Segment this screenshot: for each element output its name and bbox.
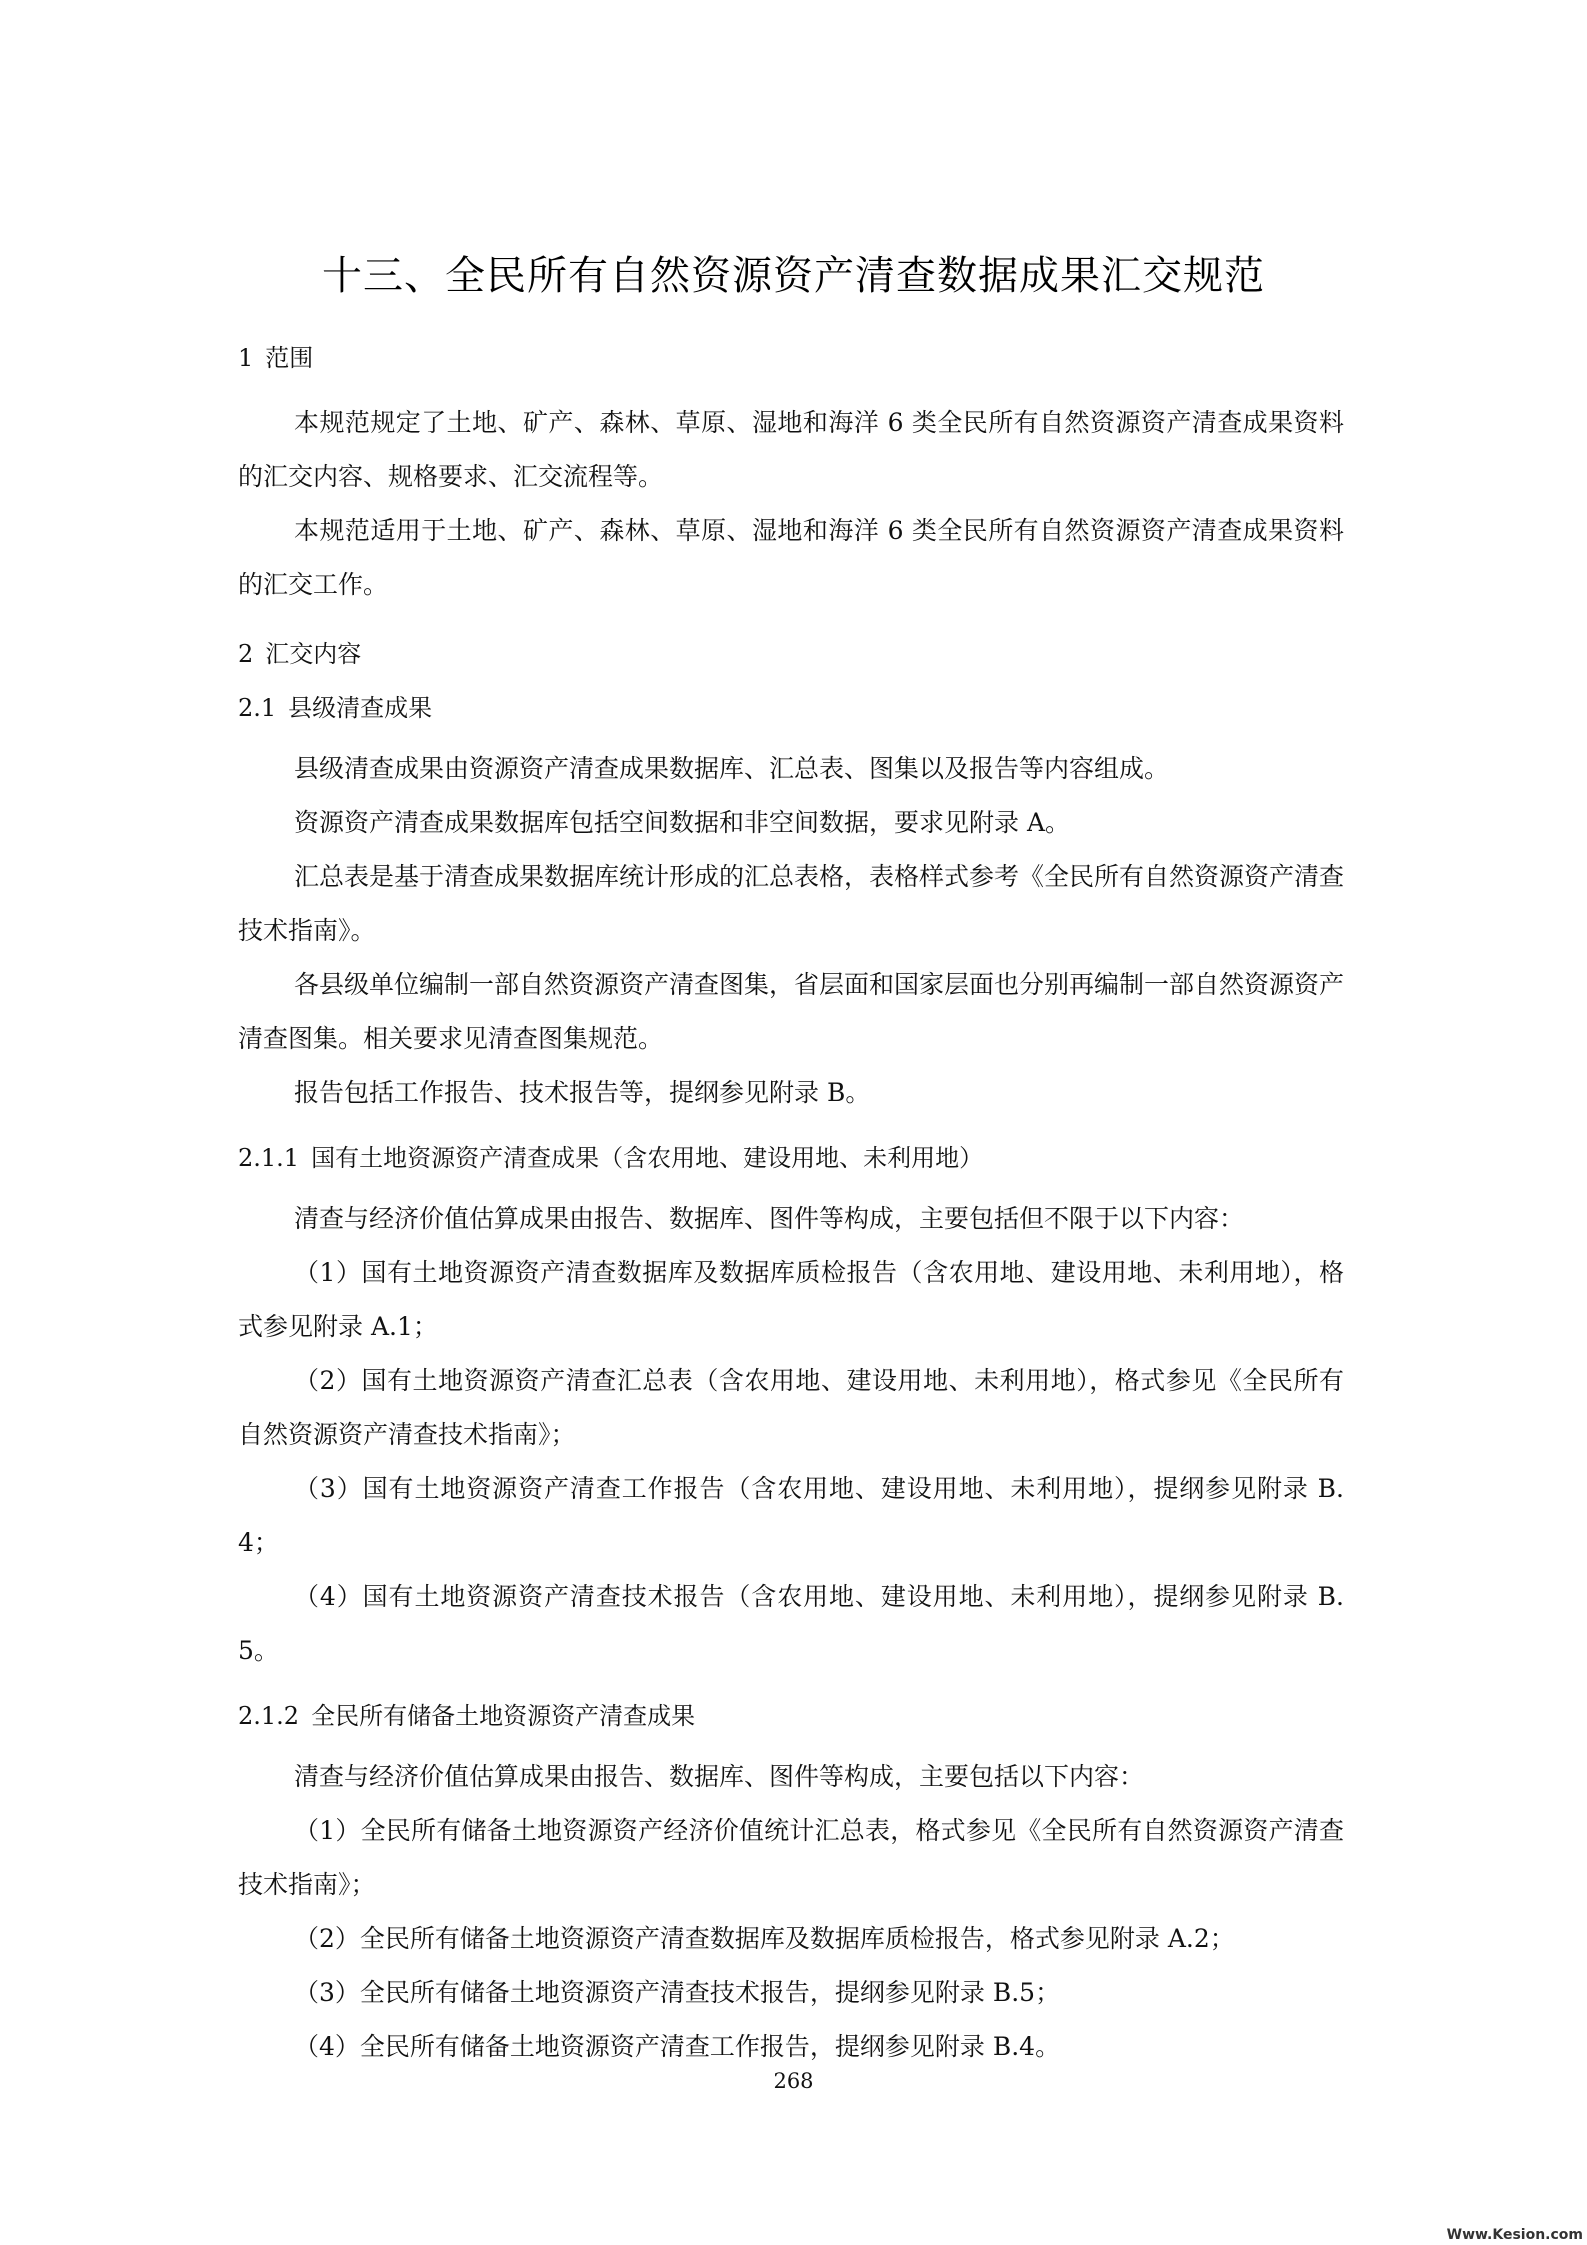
section-title: 国有土地资源资产清查成果（含农用地、建设用地、未利用地） xyxy=(311,1144,984,1172)
paragraph: 清查与经济价值估算成果由报告、数据库、图件等构成，主要包括但不限于以下内容： xyxy=(294,1204,1245,1233)
list-item: （1）国有土地资源资产清查数据库及数据库质检报告（含农用地、建设用地、未利用地），格式参见附录 A.1； xyxy=(238,1258,1344,1341)
document-body xyxy=(238,342,1344,2074)
paragraph: 本规范规定了土地、矿产、森林、草原、湿地和海洋 6 类全民所有自然资源资产清查成果资料的汇交内容、规格要求、汇交流程等。 xyxy=(238,408,1344,491)
list-item: （3）国有土地资源资产清查工作报告（含农用地、建设用地、未利用地），提纲参见附录 B.4； xyxy=(238,1474,1344,1557)
paragraph: 清查与经济价值估算成果由报告、数据库、图件等构成，主要包括以下内容： xyxy=(294,1762,1145,1791)
section-number: 2.1 xyxy=(238,694,277,722)
paragraph: 汇总表是基于清查成果数据库统计形成的汇总表格，表格样式参考《全民所有自然资源资产清查技术指南》。 xyxy=(238,862,1345,945)
list-item: （1）全民所有储备土地资源资产经济价值统计汇总表，格式参见《全民所有自然资源资产清查技术指南》； xyxy=(238,1816,1344,1899)
paragraph: 本规范适用于土地、矿产、森林、草原、湿地和海洋 6 类全民所有自然资源资产清查成果资料的汇交工作。 xyxy=(238,516,1344,599)
paragraph: 报告包括工作报告、技术报告等，提纲参见附录 B。 xyxy=(294,1078,871,1107)
section-title: 范围 xyxy=(265,344,314,372)
section-heading-2 xyxy=(238,638,1344,670)
document-title: 十三、全民所有自然资源资产清查数据成果汇交规范 xyxy=(322,253,1265,299)
section-heading-1 xyxy=(238,342,1344,374)
watermark-text: Www.Kesion.com xyxy=(1446,2227,1583,2243)
list-item: （4）全民所有储备土地资源资产清查工作报告，提纲参见附录 B.4。 xyxy=(294,2032,1061,2061)
section-heading-2-1-2 xyxy=(238,1700,1344,1732)
section-title: 汇交内容 xyxy=(265,640,362,668)
section-title: 县级清查成果 xyxy=(288,694,433,722)
page-number: 268 xyxy=(773,2069,814,2093)
paragraph: 各县级单位编制一部自然资源资产清查图集，省层面和国家层面也分别再编制一部自然资源资产清查图集。相关要求见清查图集规范。 xyxy=(238,970,1345,1053)
section-number: 2.1.2 xyxy=(238,1702,300,1730)
list-item: （2）国有土地资源资产清查汇总表（含农用地、建设用地、未利用地），格式参见《全民所有自然资源资产清查技术指南》； xyxy=(238,1366,1344,1449)
list-item: （2）全民所有储备土地资源资产清查数据库及数据库质检报告，格式参见附录 A.2； xyxy=(294,1924,1235,1953)
paragraph: 资源资产清查成果数据库包括空间数据和非空间数据，要求见附录 A。 xyxy=(294,808,1071,837)
section-number: 2.1.1 xyxy=(238,1144,300,1172)
list-item: （4）国有土地资源资产清查技术报告（含农用地、建设用地、未利用地），提纲参见附录 B.5。 xyxy=(238,1582,1344,1665)
section-number: 1 xyxy=(238,344,254,372)
paragraph: 县级清查成果由资源资产清查成果数据库、汇总表、图集以及报告等内容组成。 xyxy=(294,754,1170,783)
section-title: 全民所有储备土地资源资产清查成果 xyxy=(311,1702,696,1730)
list-item: （3）全民所有储备土地资源资产清查技术报告，提纲参见附录 B.5； xyxy=(294,1978,1061,2007)
section-heading-2-1 xyxy=(238,692,1344,724)
section-number: 2 xyxy=(238,640,254,668)
section-heading-2-1-1 xyxy=(238,1142,1344,1174)
